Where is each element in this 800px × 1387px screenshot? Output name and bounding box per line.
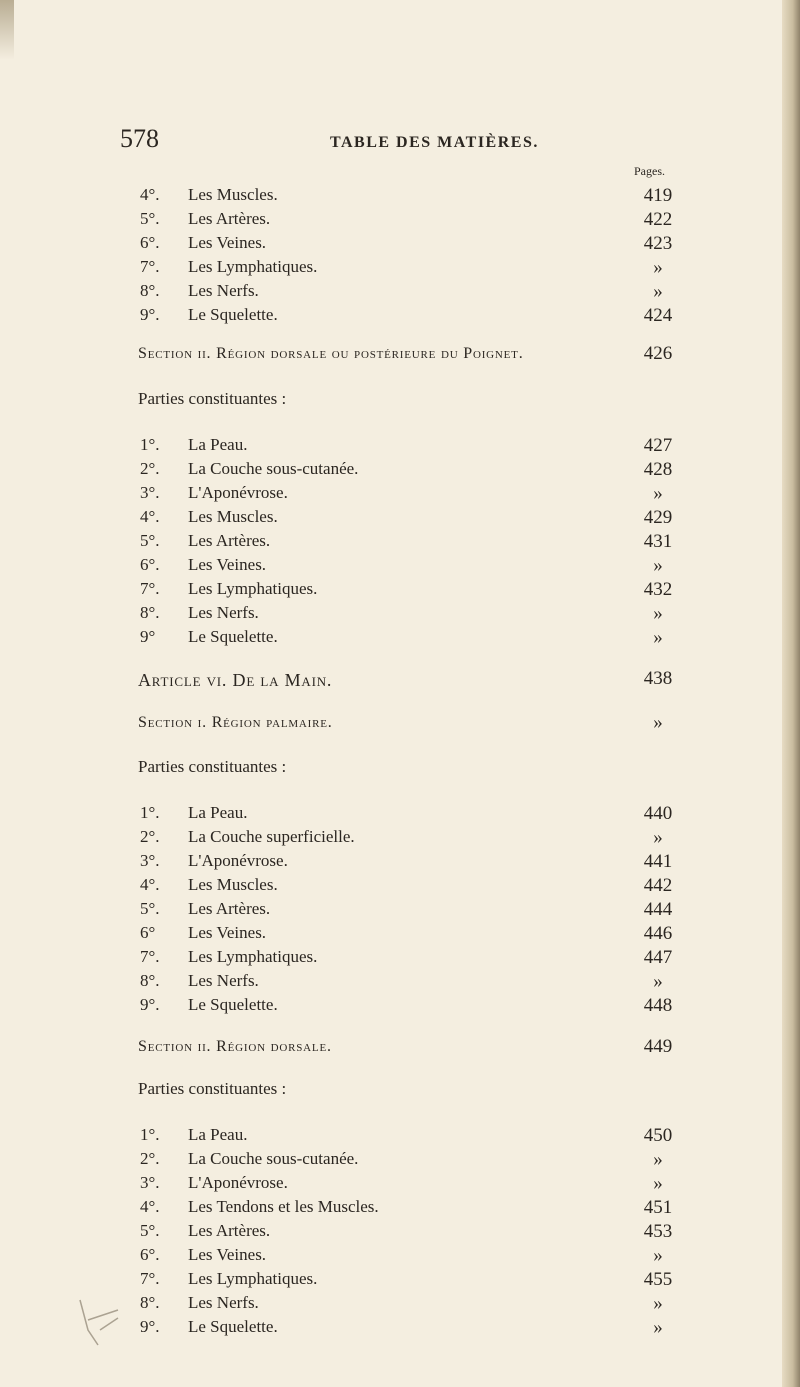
entry-number: 4°. <box>140 185 160 204</box>
entry-page: 419 <box>643 185 673 206</box>
section-heading <box>138 714 690 740</box>
entry-number: 6° <box>140 923 156 942</box>
toc-entry <box>140 209 690 233</box>
entry-number: 2°. <box>140 827 160 846</box>
toc-entry <box>140 995 690 1019</box>
section-page: 426 <box>643 343 673 364</box>
subheading: Parties constituantes : <box>138 757 287 776</box>
entry-title: L'Aponévrose. <box>188 483 288 502</box>
toc-entry <box>140 233 690 257</box>
entry-title: Les Veines. <box>188 1245 267 1264</box>
entry-title: Le Squelette. <box>188 1317 278 1336</box>
entry-title: La Couche superficielle. <box>188 827 355 846</box>
entry-page: 448 <box>643 995 673 1016</box>
toc-entry <box>140 875 690 899</box>
toc-entry <box>140 899 690 923</box>
ink-smudge-mark <box>78 1290 128 1350</box>
entry-page: 440 <box>643 803 673 824</box>
toc-entry <box>140 971 690 995</box>
toc-entry <box>140 1221 690 1245</box>
toc-entry <box>140 603 690 627</box>
entry-page: 453 <box>643 1221 673 1242</box>
entry-number: 1°. <box>140 1125 160 1144</box>
entry-number: 8°. <box>140 971 160 990</box>
entry-number: 6°. <box>140 555 160 574</box>
entry-page: » <box>653 827 663 848</box>
entry-number: 8°. <box>140 1293 160 1312</box>
section-page: 449 <box>643 1036 673 1057</box>
section-heading <box>138 1038 690 1064</box>
entry-page: 428 <box>643 459 673 480</box>
entry-number: 4°. <box>140 1197 160 1216</box>
subheading: Parties constituantes : <box>138 1079 287 1098</box>
toc-entry <box>140 1197 690 1221</box>
entry-title: L'Aponévrose. <box>188 851 288 870</box>
entry-number: 6°. <box>140 233 160 252</box>
entry-page: 427 <box>643 435 673 456</box>
article-title: Article vi. De la Main. <box>138 670 333 690</box>
entry-title: Les Muscles. <box>188 507 278 526</box>
entry-number: 3°. <box>140 1173 160 1192</box>
toc-entry <box>140 1317 690 1341</box>
toc-entry <box>140 531 690 555</box>
entry-number: 7°. <box>140 1269 160 1288</box>
entry-page: 422 <box>643 209 673 230</box>
entry-number: 3°. <box>140 851 160 870</box>
entry-page: 447 <box>643 947 673 968</box>
entry-page: 442 <box>643 875 673 896</box>
entry-page: 441 <box>643 851 673 872</box>
entry-number: 8°. <box>140 281 160 300</box>
toc-entry <box>140 555 690 579</box>
entry-title: Les Nerfs. <box>188 281 259 300</box>
entry-title: La Peau. <box>188 803 248 822</box>
section-title: Section ii. Région dorsale ou postérieure du Poignet. <box>138 345 524 362</box>
entry-title: Le Squelette. <box>188 305 278 324</box>
entry-number: 5°. <box>140 209 160 228</box>
toc-entry <box>140 483 690 507</box>
entry-number: 7°. <box>140 947 160 966</box>
entry-title: Les Muscles. <box>188 875 278 894</box>
entry-page: 455 <box>643 1269 673 1290</box>
toc-entry <box>140 257 690 281</box>
toc-entry <box>140 803 690 827</box>
entry-page: » <box>653 627 663 648</box>
entry-title: Les Muscles. <box>188 185 278 204</box>
section-title: Section ii. Région dorsale. <box>138 1038 332 1055</box>
entry-number: 9° <box>140 627 156 646</box>
entry-page: » <box>653 1245 663 1266</box>
entry-number: 5°. <box>140 899 160 918</box>
toc-entry <box>140 947 690 971</box>
entry-number: 9°. <box>140 1317 160 1336</box>
toc-entry <box>140 1293 690 1317</box>
entry-number: 2°. <box>140 459 160 478</box>
page-header <box>120 124 680 164</box>
toc-entry <box>140 507 690 531</box>
toc-entry <box>140 185 690 209</box>
entry-title: Les Artères. <box>188 1221 271 1240</box>
entry-title: Les Artères. <box>188 531 271 550</box>
toc-entry <box>140 281 690 305</box>
entry-title: Les Lymphatiques. <box>188 257 318 276</box>
article-page: 438 <box>643 668 673 689</box>
entry-number: 2°. <box>140 1149 160 1168</box>
page-edge-left <box>0 0 14 60</box>
toc-entry <box>140 1269 690 1293</box>
entry-number: 7°. <box>140 579 160 598</box>
entry-page: » <box>653 483 663 504</box>
toc-entry <box>140 1149 690 1173</box>
section-page: » <box>653 712 663 733</box>
toc-entry <box>140 1125 690 1149</box>
toc-entry <box>140 627 690 651</box>
entry-page: 432 <box>643 579 673 600</box>
toc-entry <box>140 1245 690 1269</box>
entry-page: 444 <box>643 899 673 920</box>
entry-number: 9°. <box>140 995 160 1014</box>
toc-entry <box>140 435 690 459</box>
entry-page: 450 <box>643 1125 673 1146</box>
entry-number: 7°. <box>140 257 160 276</box>
entry-title: Les Nerfs. <box>188 603 259 622</box>
toc-entry <box>140 459 690 483</box>
entry-number: 4°. <box>140 875 160 894</box>
toc-entry <box>140 851 690 875</box>
entry-number: 5°. <box>140 531 160 550</box>
entry-page: » <box>653 1149 663 1170</box>
entry-title: Le Squelette. <box>188 627 278 646</box>
section-title: Section i. Région palmaire. <box>138 714 333 731</box>
entry-title: Les Artères. <box>188 209 271 228</box>
entry-title: Les Tendons et les Muscles. <box>188 1197 379 1216</box>
entry-page: » <box>653 603 663 624</box>
entry-page: » <box>653 257 663 278</box>
toc-entry <box>140 1173 690 1197</box>
entry-title: Les Lymphatiques. <box>188 579 318 598</box>
entry-page: 451 <box>643 1197 673 1218</box>
entry-title: Les Lymphatiques. <box>188 947 318 966</box>
entry-page: » <box>653 971 663 992</box>
entry-title: Les Nerfs. <box>188 971 259 990</box>
page-number: 578 <box>120 124 159 153</box>
entry-title: Les Nerfs. <box>188 1293 259 1312</box>
entry-page: 424 <box>643 305 673 326</box>
toc-entry <box>140 579 690 603</box>
entry-title: Les Artères. <box>188 899 271 918</box>
entry-page: 446 <box>643 923 673 944</box>
entry-page: 423 <box>643 233 673 254</box>
pages-column-label: Pages. <box>634 164 665 178</box>
toc-entry <box>140 923 690 947</box>
article-heading <box>138 670 690 696</box>
toc-entry <box>140 305 690 329</box>
entry-title: Les Lymphatiques. <box>188 1269 318 1288</box>
entry-number: 4°. <box>140 507 160 526</box>
entry-title: La Peau. <box>188 1125 248 1144</box>
entry-title: La Peau. <box>188 435 248 454</box>
entry-title: La Couche sous-cutanée. <box>188 459 359 478</box>
entry-title: La Couche sous-cutanée. <box>188 1149 359 1168</box>
entry-page: 431 <box>643 531 673 552</box>
running-title: TABLE DES MATIÈRES. <box>330 134 539 151</box>
entry-page: » <box>653 555 663 576</box>
page-edge-right <box>782 0 800 1387</box>
entry-number: 3°. <box>140 483 160 502</box>
entry-page: 429 <box>643 507 673 528</box>
entry-page: » <box>653 1173 663 1194</box>
entry-page: » <box>653 1293 663 1314</box>
entry-title: Le Squelette. <box>188 995 278 1014</box>
entry-title: Les Veines. <box>188 233 267 252</box>
entry-number: 6°. <box>140 1245 160 1264</box>
entry-number: 1°. <box>140 435 160 454</box>
entry-number: 5°. <box>140 1221 160 1240</box>
entry-page: » <box>653 1317 663 1338</box>
entry-number: 1°. <box>140 803 160 822</box>
section-heading <box>138 345 690 371</box>
entry-title: L'Aponévrose. <box>188 1173 288 1192</box>
entry-page: » <box>653 281 663 302</box>
entry-title: Les Veines. <box>188 923 267 942</box>
toc-entry <box>140 827 690 851</box>
entry-title: Les Veines. <box>188 555 267 574</box>
entry-number: 9°. <box>140 305 160 324</box>
entry-number: 8°. <box>140 603 160 622</box>
subheading: Parties constituantes : <box>138 389 287 408</box>
